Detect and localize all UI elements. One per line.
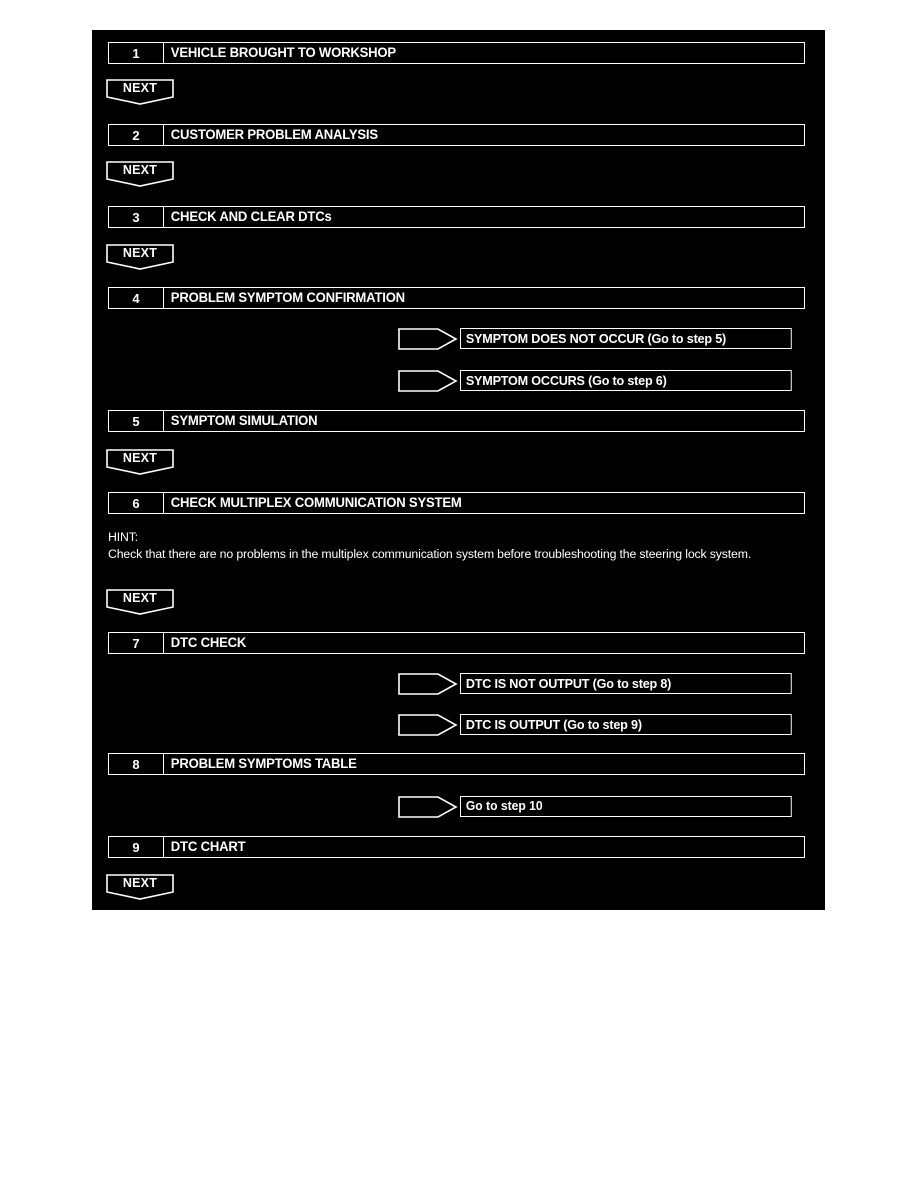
next-connector-1 — [106, 79, 174, 105]
hint-block — [108, 529, 808, 563]
next-connector-5 — [106, 589, 174, 615]
step-number-3: 3 — [109, 207, 164, 227]
step-box-3[interactable] — [108, 206, 805, 228]
step-box-1[interactable] — [108, 42, 805, 64]
step-box-2[interactable] — [108, 124, 805, 146]
branch-row-dtc-is-output[interactable] — [398, 713, 802, 737]
branch-arrow-icon — [398, 713, 458, 737]
next-label-1: NEXT — [122, 81, 158, 96]
step-number-2: 2 — [109, 125, 164, 145]
branch-row-symptom-does-not-occur[interactable] — [398, 327, 802, 351]
next-label-5: NEXT — [122, 591, 158, 606]
branch-arrow-icon — [398, 795, 458, 819]
branch-arrow-icon — [398, 327, 458, 351]
branch-label-dtc-is-output: DTC IS OUTPUT (Go to step 9) — [460, 714, 792, 735]
step-box-5[interactable] — [108, 410, 805, 432]
step-box-9[interactable] — [108, 836, 805, 858]
step-number-9: 9 — [109, 837, 164, 857]
step-number-8: 8 — [109, 754, 164, 774]
next-label-6: NEXT — [122, 876, 158, 891]
next-label-4: NEXT — [122, 451, 158, 466]
step-label-7: DTC CHECK — [170, 635, 247, 651]
next-connector-4 — [106, 449, 174, 475]
step-box-8[interactable] — [108, 753, 805, 775]
flow-chart — [92, 30, 825, 910]
branch-label-symptom-occurs: SYMPTOM OCCURS (Go to step 6) — [460, 370, 792, 391]
branch-arrow-icon — [398, 369, 458, 393]
next-connector-2 — [106, 161, 174, 187]
branch-row-dtc-is-not-output[interactable] — [398, 672, 802, 696]
next-connector-3 — [106, 244, 174, 270]
step-number-5: 5 — [109, 411, 164, 431]
step-box-6[interactable] — [108, 492, 805, 514]
step-number-7: 7 — [109, 633, 164, 653]
branch-arrow-icon — [398, 672, 458, 696]
branch-row-go-to-step-10[interactable] — [398, 795, 802, 819]
hint-title: HINT: — [108, 530, 138, 544]
step-box-7[interactable] — [108, 632, 805, 654]
step-number-4: 4 — [109, 288, 164, 308]
step-label-3: CHECK AND CLEAR DTCs — [170, 209, 332, 225]
step-number-6: 6 — [109, 493, 164, 513]
next-label-3: NEXT — [122, 246, 158, 261]
step-label-8: PROBLEM SYMPTOMS TABLE — [170, 756, 357, 772]
next-label-2: NEXT — [122, 163, 158, 178]
branch-label-symptom-does-not-occur: SYMPTOM DOES NOT OCCUR (Go to step 5) — [460, 328, 792, 349]
troubleshooting-flow-diagram — [92, 30, 825, 910]
branch-row-symptom-occurs[interactable] — [398, 369, 802, 393]
step-box-4[interactable] — [108, 287, 805, 309]
branch-label-go-to-step-10: Go to step 10 — [460, 796, 792, 817]
step-number-1: 1 — [109, 43, 164, 63]
branch-label-dtc-is-not-output: DTC IS NOT OUTPUT (Go to step 8) — [460, 673, 792, 694]
hint-text: Check that there are no problems in the multiplex communication system before troubleshooting the steering lock system. — [108, 547, 752, 561]
step-label-4: PROBLEM SYMPTOM CONFIRMATION — [170, 290, 405, 306]
step-label-1: VEHICLE BROUGHT TO WORKSHOP — [170, 45, 396, 61]
step-label-9: DTC CHART — [170, 839, 246, 855]
next-connector-6 — [106, 874, 174, 900]
step-label-5: SYMPTOM SIMULATION — [170, 413, 318, 429]
step-label-6: CHECK MULTIPLEX COMMUNICATION SYSTEM — [170, 495, 462, 511]
step-label-2: CUSTOMER PROBLEM ANALYSIS — [170, 127, 378, 143]
